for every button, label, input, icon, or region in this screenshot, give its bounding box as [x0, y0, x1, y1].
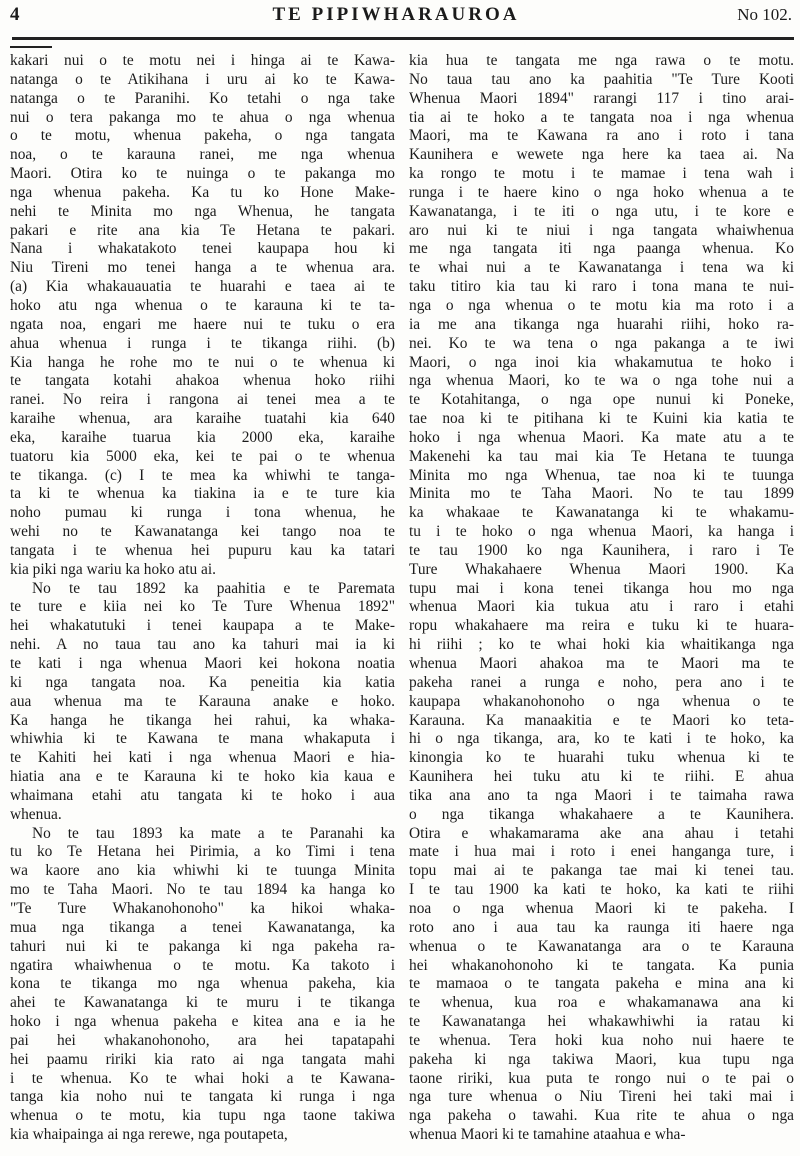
- text-line: Minita mo nga Whenua, tae noa ki te tuunga: [409, 466, 794, 484]
- text-line: Karauna. Ka manaakitia e te Maori ko teta-: [409, 711, 794, 729]
- text-line: mo te Taha Maori. No te tau 1894 ka hanga ko: [10, 881, 395, 899]
- text-line: ngatira whaiwhenua o te motu. Ka takoto i: [10, 956, 395, 974]
- text-line: hi o nga tikanga, ara, ko te kati i te hoko, ka: [409, 730, 794, 748]
- text-line: nga whenua pakeha. Ka tu ko Hone Make-: [10, 183, 395, 201]
- text-line: whenua Maori ahakoa ma te Maori ma te: [409, 655, 794, 672]
- text-line: Otira e whakamarama ake ana ahau i tetahi: [409, 824, 794, 842]
- issue-number: No 102.: [737, 5, 792, 24]
- text-line: No te tau 1892 ka paahitia e te Paremata: [32, 579, 395, 597]
- text-line: te whenua. Tera hoki kua noho nui haere te: [409, 1031, 794, 1049]
- text-line: hei whakanohonoho ki te tangata. Ka punia: [409, 956, 794, 974]
- text-line: te kati i nga whenua Maori kei hokona noatia: [10, 655, 395, 672]
- text-line: te whai nui a te Kawanatanga i tena wa ki: [409, 259, 794, 277]
- text-line: ahua whenua i runga i te tikanga riihi. (b): [10, 334, 395, 352]
- text-line: kia whaipainga ai nga rerewe, nga poutapeta,: [10, 1126, 288, 1144]
- text-line: Whenua Maori 1894" rarangi 117 i tino arai-: [409, 89, 794, 107]
- text-line: o te motu, whenua pakeha, o nga tangata: [10, 127, 395, 145]
- text-line: mate i hua mai i roto i enei hanganga ture, i: [409, 843, 794, 861]
- text-line: ka whakaae te Kawanatanga ki te whakamu-: [409, 504, 794, 522]
- text-line: tahuri nui ki te pakanga ki nga pakeha ra-: [10, 937, 395, 955]
- text-line: Maori, o nga inoi kia whakamutua te hoko i: [409, 353, 794, 371]
- text-line: Makenehi ka tau mai kia Te Hetana te tuunga: [409, 447, 794, 465]
- text-line: kakari nui o te motu nei i hinga ai te Kawa-: [10, 52, 395, 69]
- text-line: whenua o te Kawanatanga ara o te Karauna: [409, 937, 794, 955]
- text-line: natanga o te Paranihi. Ko tetahi o nga take: [10, 89, 395, 107]
- text-line: Niu Tireni mo tenei hanga a te whenua ara.: [10, 259, 395, 277]
- text-line: (a) Kia whakauauatia te huarahi e taea ai te: [10, 278, 395, 296]
- text-line: kia piki nga wariu ka hoko atu ai.: [10, 560, 217, 578]
- text-line: pakeha ranei a runga e noho, pera ano i te: [409, 673, 794, 691]
- text-line: hoko i nga whenua Maori. Ka mate atu a te: [409, 428, 794, 446]
- masthead: [10, 4, 792, 26]
- text-line: Kaunihera hei tuku atu ki te riihi. E ahua: [409, 768, 794, 786]
- text-line: aro nui ki te niui i nga tangata whaiwhenua: [409, 221, 794, 239]
- text-line: Minita mo te Taha Maori. No te tau 1899: [409, 485, 794, 503]
- article-body: [10, 52, 794, 1145]
- text-line: ngata noa, engari me haere nui te tuku o era: [10, 315, 395, 333]
- text-line: karaihe whenua, ara karaihe tuatahi kia 640: [10, 410, 395, 428]
- text-line: wehi no te Kawanatanga kei tango noa te: [10, 523, 395, 541]
- text-line: tu ko Te Hetana hei Pirimia, a ko Timi i tena: [10, 843, 395, 861]
- text-line: te ture e kiia nei ko Te Ture Whenua 1892": [10, 598, 395, 616]
- text-line: I te tau 1900 ka kati te hoko, ka kati te riihi: [409, 881, 794, 899]
- text-line: taku titiro kia tau ki raro i tona mana te nui-: [409, 278, 794, 296]
- text-line: te tikanga. (c) I te mea ka whiwhi te tanga-: [10, 466, 395, 484]
- text-line: nga whenua Maori, ko te wa o nga tohe nui a: [409, 372, 794, 390]
- text-line: "Te Ture Whakanohonoho" ka hikoi whaka-: [10, 899, 395, 917]
- text-line: ia me ana tikanga nga huarahi riihi, hoko ra-: [409, 315, 794, 333]
- text-line: taone ririki, kua puta te rongo nui o te pai o: [409, 1069, 794, 1087]
- text-line: ahei te Kawanatanga ki te muru i te tikanga: [10, 994, 395, 1012]
- text-line: tangata i te whenua hei pupuru kau ka tatari: [10, 541, 395, 559]
- text-line: noho pumau ki runga i tona whenua, he: [10, 504, 395, 522]
- paragraph: [10, 52, 395, 580]
- text-line: Nana i whakatakoto tenei kaupapa hou ki: [10, 240, 395, 258]
- text-line: Kawanatanga, i te iti o nga utu, i te kore e: [409, 202, 794, 220]
- text-line: whenua o te motu, kia tupu nga taone takiwa: [10, 1107, 395, 1125]
- text-line: mua nga tikanga a tenei Kawanatanga, ka: [10, 918, 395, 936]
- text-line: ropu whakahaere ma reira e tuku ki te huara-: [409, 617, 794, 635]
- text-line: whaimana etahi atu tangata ki te hoko i aua: [10, 786, 395, 804]
- text-line: te mamaoa o te tangata pakeha e mina ana ki: [409, 975, 794, 993]
- text-line: hoko i nga whenua pakeha e kitea ana e ia he: [10, 1013, 395, 1031]
- text-line: nga o nga whenua o te motu kia ma roto i a: [409, 296, 794, 314]
- text-line: pakeha ki nga takiwa Maori, kua tupu nga: [409, 1050, 794, 1068]
- paper-title: TE PIPIWHARAUROA: [272, 4, 520, 25]
- text-line: nga ture whenua o Niu Tireni hei taki mai i: [409, 1088, 794, 1106]
- text-line: hi riihi ; ko te whai hoki kia whaitikanga nga: [409, 636, 794, 654]
- text-line: Kia hanga he rohe mo te nui o te whenua ki: [10, 353, 395, 371]
- text-line: te Kawanatanga hei whakawhiwhi ia ratau ki: [409, 1013, 794, 1031]
- text-line: Ture Whakahaere Whenua Maori 1900. Ka: [409, 560, 794, 578]
- text-line: nui o tera pakanga mo te ahua o nga whenua: [10, 108, 395, 126]
- text-line: natanga o te Atikihana i uru ai ko te Kawa-: [10, 70, 395, 88]
- text-line: Ka hanga he tikanga hei rahui, ka whaka-: [10, 711, 395, 729]
- header-rule-segment: [10, 46, 52, 48]
- header-rule: [12, 37, 794, 40]
- text-line: nehi te Minita mo nga Whenua, he tangata: [10, 202, 395, 220]
- text-line: No taua tau ano ka paahitia "Te Ture Kooti: [409, 70, 794, 88]
- text-line: pakari e rite ana kia Te Hetana te pakari.: [10, 221, 395, 239]
- text-line: tupu mai i kona tenei tikanga hou mo nga: [409, 579, 794, 597]
- text-line: No te tau 1893 ka mate a te Paranahi ka: [32, 824, 395, 842]
- text-line: te whenua, kua roa e whakamanawa ana ki: [409, 994, 794, 1012]
- text-line: kinongia ko te huarahi tuku whenua ki te: [409, 749, 794, 767]
- text-line: runga i te haere kino o nga hoko whenua a te: [409, 183, 794, 201]
- text-line: ki nga tangata noa. Ka peneitia kia katia: [10, 673, 395, 691]
- text-line: nga pakeha o tawahi. Kua rite te ahua o nga: [409, 1107, 794, 1125]
- text-line: whiwhia ki te Kawana te mana whakaputa i: [10, 730, 395, 748]
- text-line: Maori, ma te Kawana ra ano i roto i tana: [409, 127, 794, 145]
- text-line: nei. Ko te wa tena o nga pakanga a te iwi: [409, 334, 794, 352]
- text-line: kia hua te tangata me nga rawa o te motu.: [409, 52, 794, 69]
- text-line: te Kahiti hei kati i nga whenua Maori e hia-: [10, 749, 395, 767]
- text-line: te tangata kotahi ahakoa whenua hoko riihi: [10, 372, 395, 390]
- text-line: whenua.: [10, 805, 62, 823]
- text-line: topu mai ai te pakanga tae mai ki tenei tau.: [409, 862, 794, 880]
- text-line: eka, karaihe tuarua kia 2000 eka, karaihe: [10, 428, 395, 446]
- left-column: [10, 52, 395, 1145]
- text-line: me nga tangata iti nga paanga whenua. Ko: [409, 240, 794, 258]
- text-line: te Kotahitanga, o nga ope nunui ki Poneke,: [409, 391, 794, 409]
- text-line: hei paamu ririki kia rato ai nga tangata mahi: [10, 1050, 395, 1068]
- text-line: tanga kia noho nui te tangata ki runga i nga: [10, 1088, 395, 1106]
- text-line: hiatia ana e te Karauna ki te hoko kia kaua e: [10, 768, 395, 786]
- text-line: noa o nga whenua Maori ki te pakeha. I: [409, 899, 794, 917]
- text-line: Maori. Otira ko te nuinga o te pakanga mo: [10, 165, 395, 183]
- paragraph: [10, 825, 395, 1145]
- text-line: i te whenua. Ko te whai hoki a te Kawana-: [10, 1069, 395, 1087]
- text-line: noa, o te karauna ranei, me nga whenua: [10, 146, 395, 164]
- paragraph: [409, 52, 794, 1145]
- text-line: tia ai te hoko a te tangata noa i nga whenua: [409, 108, 794, 126]
- text-line: o nga tikanga whakahaere a te Kaunihera.: [409, 805, 794, 823]
- text-line: Kaunihera e wewete nga here ka taea ai. Na: [409, 146, 794, 164]
- text-line: nehi. A no taua tau ano ka tahuri mai ia ki: [10, 636, 395, 654]
- text-line: whenua Maori ki te tamahine ataahua e wha-: [409, 1126, 686, 1144]
- text-line: roto ano i aua tau ka raunga iti haere nga: [409, 918, 794, 936]
- text-line: tu i te hoko o nga whenua Maori, ka hanga i: [409, 523, 794, 541]
- text-line: kona te tikanga mo nga whenua pakeha, kia: [10, 975, 395, 993]
- text-line: wa kaore ano kia whiwhi ki te tuunga Minita: [10, 862, 395, 880]
- text-line: pai hei whakanohonoho, ara hei tapatapahi: [10, 1031, 395, 1049]
- text-line: tae noa ki te pitihana ki te Kuini kia katia te: [409, 410, 794, 428]
- text-line: tuatoru kia 5000 eka, kei te pai o te whenua: [10, 447, 395, 465]
- text-line: tika ana ano ta nga Maori i te taimaha rawa: [409, 786, 794, 804]
- text-line: aua whenua ma te Karauna anake e hoko.: [10, 692, 395, 710]
- text-line: hei whakatutuki i tenei kaupapa a te Make-: [10, 617, 395, 635]
- text-line: kaupapa whakanohonoho o nga whenua o te: [409, 692, 794, 710]
- text-line: ta ki te whenua ka tiakina ia e te ture kia: [10, 485, 395, 503]
- paragraph: [10, 580, 395, 825]
- text-line: te tau 1900 ko nga Kaunihera, i raro i Te: [409, 541, 794, 559]
- page-number: 4: [10, 4, 20, 25]
- text-line: ka rongo te motu i te mamae i tena wah i: [409, 165, 794, 183]
- text-line: whenua Maori kia tukua atu i raro i etahi: [409, 598, 794, 616]
- right-column: [409, 52, 794, 1145]
- text-line: hoko atu nga whenua o te karauna ki te ta-: [10, 296, 395, 314]
- text-line: ranei. No reira i rangona ai tenei mea a te: [10, 391, 395, 409]
